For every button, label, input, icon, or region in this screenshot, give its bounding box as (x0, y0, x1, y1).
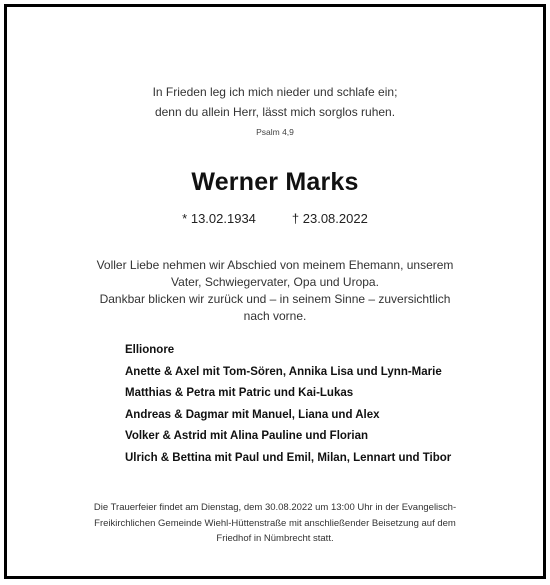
family-member: Anette & Axel mit Tom-Sören, Annika Lisa und Lynn-Marie (125, 365, 442, 378)
family-member: Ulrich & Bettina mit Paul und Emil, Milan, Lennart und Tibor (125, 451, 452, 464)
birth-date: * 13.02.1934 (182, 211, 256, 226)
deceased-name: Werner Marks (191, 168, 359, 196)
message-line: Dankbar blicken wir zurück und – in seinem Sinne – zuversichtlich (99, 292, 451, 306)
service-line: Freikirchlichen Gemeinde Wiehl-Hüttenstraße mit anschließender Beisetzung auf dem (94, 517, 456, 529)
service-line: Die Trauerfeier findet am Dienstag, dem 30.08.2022 um 13:00 Uhr in der Evangelisch- (93, 502, 457, 513)
family-member: Ellionore (125, 344, 175, 356)
message-line: Voller Liebe nehmen wir Abschied von meinem Ehemann, unserem (96, 258, 454, 272)
family-member: Volker & Astrid mit Alina Pauline und Florian (125, 430, 369, 442)
verse-source: Psalm 4,9 (256, 127, 294, 137)
message-line: Vater, Schwiegervater, Opa und Uropa. (171, 275, 379, 289)
obituary-frame (4, 4, 546, 579)
message-line: nach vorne. (243, 309, 307, 323)
life-dates (7, 211, 543, 226)
family-member: Andreas & Dagmar mit Manuel, Liana und Alex (125, 408, 380, 421)
farewell-message (67, 257, 483, 325)
verse-line: In Frieden leg ich mich nieder und schlafe ein; (152, 85, 398, 99)
verse-line: denn du allein Herr, lässt mich sorglos ruhen. (154, 105, 396, 119)
funeral-service-info (47, 500, 503, 547)
bible-verse (7, 82, 543, 122)
family-member: Matthias & Petra mit Patric und Kai-Lukas (125, 387, 354, 399)
family-list (125, 340, 451, 469)
death-date: † 23.08.2022 (291, 211, 368, 226)
service-line: Friedhof in Nümbrecht statt. (216, 533, 334, 544)
